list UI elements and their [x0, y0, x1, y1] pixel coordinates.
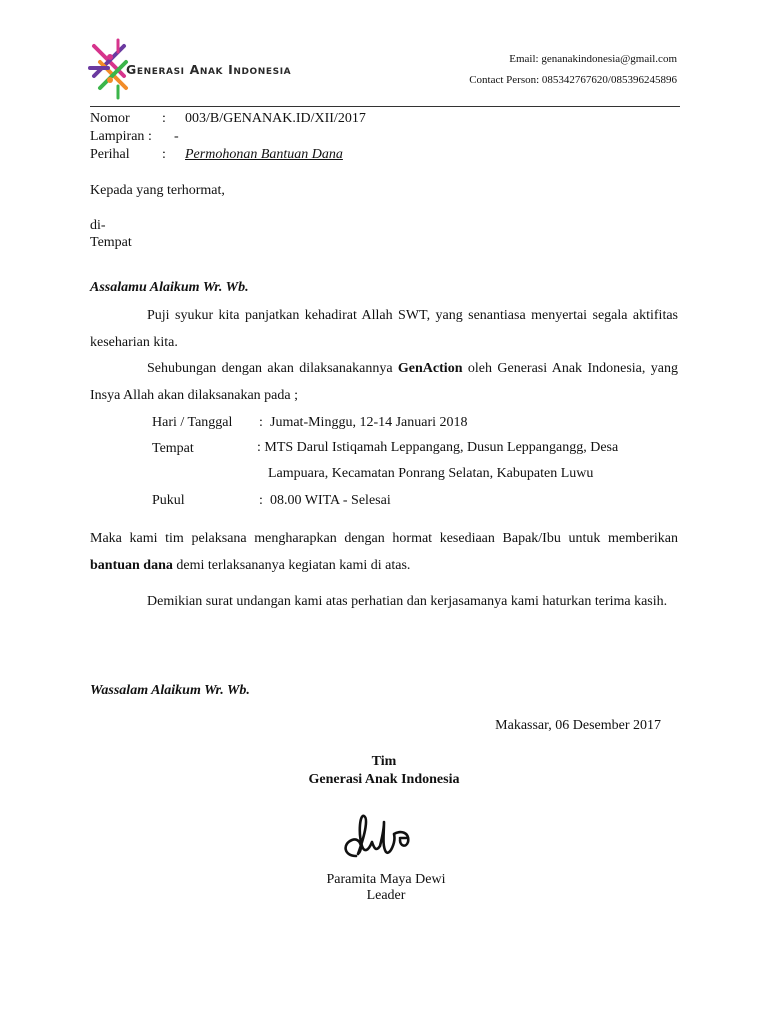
signatory-name: Paramita Maya Dewi: [326, 872, 446, 887]
paragraph-2-text-a: Sehubungan dengan akan dilaksanakannya: [147, 361, 398, 376]
pukul-separator: :: [259, 493, 263, 508]
bantuan-dana-emphasis: bantuan dana: [90, 558, 173, 573]
recipient-greeting: Kepada yang terhormat,: [90, 183, 225, 198]
place-date: Makassar, 06 Desember 2017: [495, 718, 661, 733]
event-time-row: [152, 494, 678, 510]
paragraph-1: [90, 302, 678, 356]
lampiran-separator: :: [148, 129, 152, 144]
paragraph-4-text: Demikian surat undangan kami atas perhatian dan kerjasamanya kami haturkan terima kasih.: [147, 594, 668, 609]
pukul-value: 08.00 WITA - Selesai: [270, 493, 391, 508]
paragraph-2: [90, 355, 678, 409]
salam-opening: Assalamu Alaikum Wr. Wb.: [90, 280, 249, 295]
tempat-separator: :: [257, 440, 261, 455]
paragraph-1-text: Puji syukur kita panjatkan kehadirat Allah SWT, yang senantiasa menyertai segala aktifitas keseharian kita.: [90, 308, 678, 350]
tempat-value: [257, 435, 678, 487]
perihal-value: Permohonan Bantuan Dana: [185, 147, 343, 162]
nomor-separator: :: [162, 111, 166, 126]
lampiran-label: Lampiran: [90, 129, 145, 144]
hari-separator: :: [259, 415, 263, 430]
hari-label: Hari / Tanggal: [152, 415, 233, 430]
recipient-di: di-: [90, 218, 106, 233]
hari-value: Jumat-Minggu, 12-14 Januari 2018: [270, 415, 468, 430]
signatory-role: Leader: [366, 888, 406, 903]
event-date-row: [152, 416, 678, 432]
signature-org-line: Generasi Anak Indonesia: [308, 772, 460, 787]
handwritten-signature: [338, 812, 422, 866]
paragraph-3-text-b: demi terlaksananya kegiatan kami di atas.: [172, 558, 411, 573]
email-line: Email: genanakindonesia@gmail.com: [509, 53, 677, 65]
perihal-separator: :: [162, 147, 166, 162]
organization-name: Generasi Anak Indonesia: [126, 62, 292, 77]
nomor-value: 003/B/GENANAK.ID/XII/2017: [185, 111, 366, 126]
meta-nomor-row: [90, 112, 490, 128]
nomor-label: Nomor: [90, 111, 130, 126]
tempat-label: Tempat: [152, 441, 194, 456]
perihal-label: Perihal: [90, 147, 130, 162]
paragraph-3: [90, 525, 678, 579]
salam-closing: Wassalam Alaikum Wr. Wb.: [90, 683, 250, 698]
meta-lampiran-row: [90, 130, 490, 146]
paragraph-4: [90, 588, 678, 615]
lampiran-value: -: [174, 129, 179, 144]
meta-perihal-row: [90, 148, 490, 164]
tempat-value-line-1: MTS Darul Istiqamah Leppangang, Dusun Leppangangg, Desa: [264, 440, 619, 455]
contact-person-line: Contact Person: 085342767620/085396245896: [469, 74, 677, 86]
event-name: GenAction: [397, 361, 463, 376]
recipient-tempat: Tempat: [90, 235, 132, 250]
tempat-value-line-2: Lampuara, Kecamatan Ponrang Selatan, Kabupaten Luwu: [268, 466, 594, 481]
paragraph-3-text-a: Maka kami tim pelaksana mengharapkan dengan hormat kesediaan Bapak/Ibu untuk memberikan: [90, 531, 678, 546]
signature-team-line: Tim: [371, 754, 397, 769]
paragraph-2-text-b: oleh Generasi Anak Indonesia, yang Insya Allah akan dilaksanakan pada ;: [90, 361, 678, 403]
header-divider: [90, 106, 680, 107]
pukul-label: Pukul: [152, 493, 185, 508]
